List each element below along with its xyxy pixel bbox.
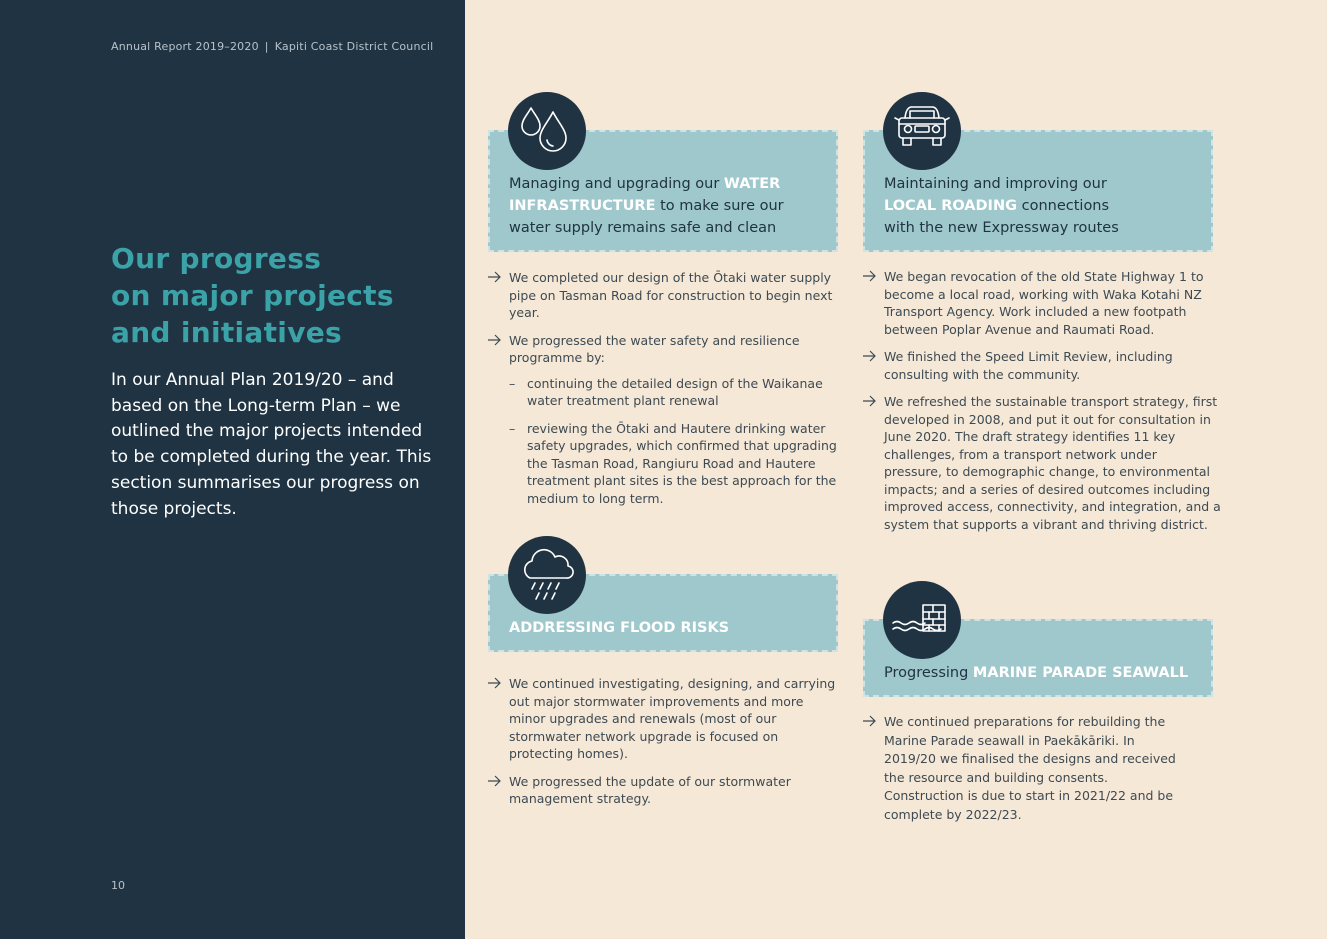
heading-highlight: MARINE PARADE SEAWALL [972, 665, 1189, 681]
arrow-right-icon [487, 333, 502, 347]
text-line: year. [509, 305, 540, 320]
text-line: medium to long term. [527, 490, 664, 506]
text-line: We progressed the update of our stormwater [509, 773, 791, 789]
text-line: management strategy. [509, 791, 652, 806]
heading-text: connections [1017, 198, 1110, 214]
seawall-icon [883, 581, 961, 659]
arrow-right-icon [487, 270, 502, 284]
text-line: challenges, from a transport network under [884, 446, 1157, 462]
seawall-heading [884, 662, 1201, 684]
running-header [111, 40, 433, 53]
text-line: We finished the Speed Limit Review, including [884, 349, 1173, 364]
text-line: programme by: [509, 350, 605, 365]
text-line: become a local road, working with Waka Kotahi NZ [884, 286, 1202, 302]
text-line: protecting homes). [509, 746, 628, 761]
text-line: We completed our design of the Ōtaki water supply [509, 270, 832, 285]
text-line: Transport Agency. Work included a new footpath [884, 304, 1187, 319]
car-icon [883, 92, 961, 170]
text-line: pipe on Tasman Road for construction to begin next [509, 287, 833, 303]
text-line: We progressed the water safety and resilience [509, 332, 800, 348]
heading-text: with the new Expressway routes [884, 220, 1119, 236]
text-line: between Poplar Avenue and Raumati Road. [884, 321, 1155, 337]
text-line: treatment plant sites is the best approach for the [527, 473, 837, 488]
text-line: Construction is due to start in 2021/22 and be [884, 788, 1174, 804]
heading-highlight: WATER [723, 176, 781, 192]
council-name: Kapiti Coast District Council [274, 40, 434, 53]
text-line: June 2020. The draft strategy identifies 11 key [884, 429, 1176, 444]
text-line: out major stormwater improvements and more [509, 693, 804, 709]
seawall-bullets [862, 713, 1227, 835]
text-line: We continued investigating, designing, and carrying [509, 676, 836, 691]
flood-bullets [487, 675, 842, 818]
heading-text: Maintaining and improving our [884, 176, 1107, 192]
heading-text: Progressing [884, 665, 973, 681]
text-line: developed in 2008, and put it out for consultation in [884, 411, 1211, 427]
dash-marker: – [509, 375, 516, 391]
rain-cloud-icon [508, 536, 586, 614]
heading-highlight: ADDRESSING FLOOD RISKS [509, 620, 730, 636]
list-item [487, 675, 842, 763]
list-item [487, 269, 842, 322]
list-item [862, 268, 1227, 338]
header-separator: | [264, 40, 269, 53]
title-line: on major projects [111, 279, 394, 312]
arrow-right-icon [862, 269, 877, 283]
text-line: Marine Parade seawall in Paekākāriki. In [884, 732, 1135, 748]
text-line: reviewing the Ōtaki and Hautere drinking water [527, 420, 826, 436]
list-item [487, 773, 842, 808]
arrow-right-icon [487, 676, 502, 690]
text-line: impacts; and a series of desired outcomes including [884, 481, 1211, 497]
text-line: improved access, connectivity, and integration, and a [884, 499, 1221, 514]
text-line: water treatment plant renewal [527, 393, 719, 408]
text-line: the resource and building consents. [884, 769, 1109, 785]
heading-text: water supply remains safe and clean [509, 220, 777, 236]
text-line: continuing the detailed design of the Waikanae [527, 375, 823, 391]
report-name: Annual Report 2019–2020 [111, 40, 259, 53]
text-line: We refreshed the sustainable transport strategy, first [884, 394, 1218, 409]
heading-text: to make sure our [655, 198, 784, 214]
text-line: minor upgrades and renewals (most of our [509, 711, 777, 726]
title-line: Our progress [111, 242, 322, 275]
arrow-right-icon [862, 349, 877, 363]
flood-heading [509, 617, 826, 639]
text-line: system that supports a vibrant and thriving district. [884, 516, 1208, 532]
water-bullets [487, 269, 842, 517]
heading-highlight: INFRASTRUCTURE [509, 198, 656, 214]
text-line: safety upgrades, which confirmed that upgrading [527, 438, 837, 453]
text-line: We began revocation of the old State Highway 1 to [884, 269, 1204, 284]
heading-highlight: LOCAL ROADING [884, 198, 1017, 214]
text-line: 2019/20 we finalised the designs and received [884, 751, 1176, 767]
list-item [862, 348, 1227, 383]
text-line: stormwater network upgrade is focused on [509, 728, 779, 744]
arrow-right-icon [862, 394, 877, 408]
text-line: pressure, to demographic change, to environmental [884, 464, 1211, 479]
text-line: complete by 2022/23. [884, 806, 1022, 822]
page-number: 10 [111, 879, 125, 892]
sub-list [509, 375, 842, 508]
water-heading [509, 173, 826, 239]
text-line: We continued preparations for rebuilding the [884, 714, 1166, 729]
left-panel [0, 0, 465, 939]
list-item [487, 332, 842, 508]
arrow-right-icon [862, 714, 877, 728]
arrow-right-icon [487, 774, 502, 788]
dash-marker: – [509, 420, 516, 436]
sub-list-item [509, 375, 842, 410]
text-line: consulting with the community. [884, 366, 1081, 382]
list-item [862, 713, 1227, 825]
heading-text: Managing and upgrading our [509, 176, 724, 192]
page-title [111, 240, 451, 351]
roading-bullets [862, 268, 1227, 543]
intro-paragraph: In our Annual Plan 2019/20 – and based on the Long-term Plan – we outlined the major projects intended to be completed during the year. This section summarises our progress on those projects. [111, 370, 432, 519]
text-line: the Tasman Road, Rangiuru Road and Hautere [527, 455, 816, 471]
roading-heading [884, 173, 1201, 239]
sub-list-item [509, 420, 842, 508]
list-item [862, 393, 1227, 533]
water-drops-icon [508, 92, 586, 170]
title-line: and initiatives [111, 316, 343, 349]
